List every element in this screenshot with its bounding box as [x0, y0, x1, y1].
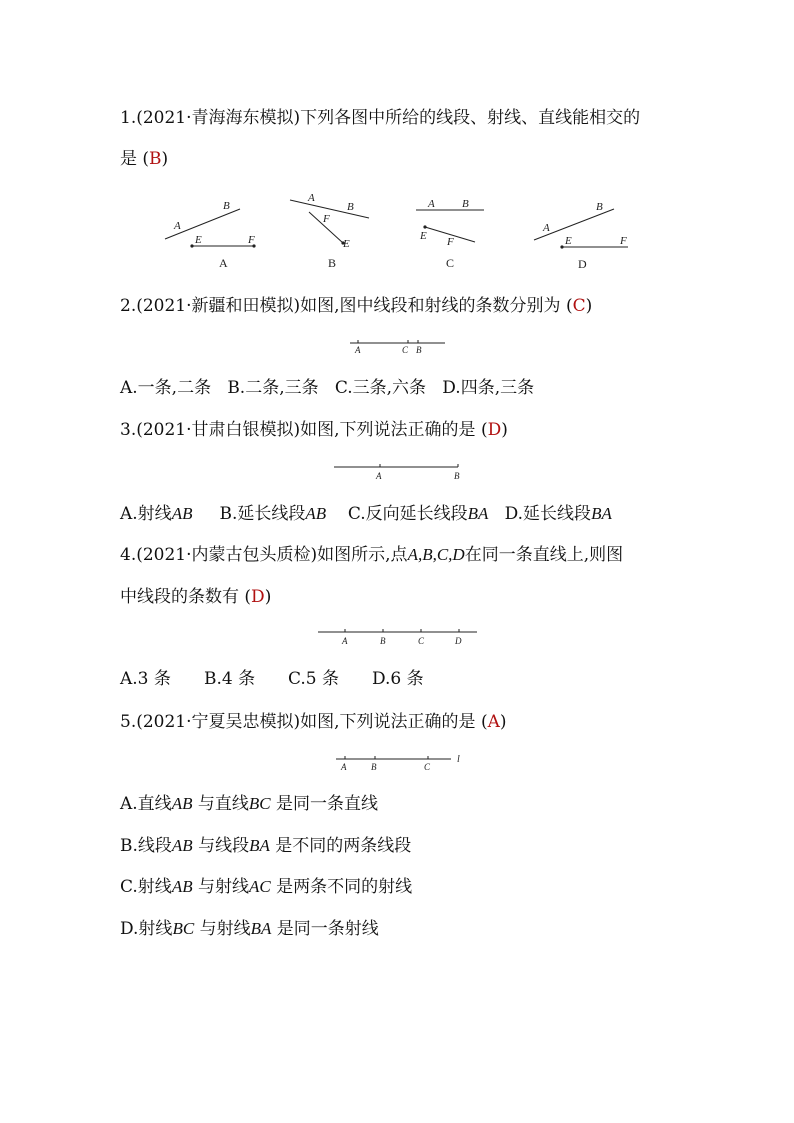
q1-stem-line2: [120, 147, 168, 171]
q1b-label-f: F: [323, 213, 330, 225]
q3-option-b-text: B.延长线段: [219, 504, 306, 524]
q1b-caption: B: [328, 256, 337, 270]
q3-option-b[interactable]: [220, 502, 327, 526]
q5-answer: A: [487, 712, 500, 732]
q3-option-d-text: D.延长线段: [504, 504, 592, 524]
q5-line-label: l: [457, 754, 460, 765]
q1d-label-a: A: [543, 222, 550, 234]
q5-opt-c-p1: C.射线: [120, 877, 172, 897]
q1-figure-b: [285, 190, 380, 275]
q4-answer: D: [251, 587, 265, 607]
q3-option-c-var: BA: [467, 504, 489, 523]
q2-option-c[interactable]: C.三条,六条: [334, 378, 427, 398]
q1a-label-b: B: [223, 200, 230, 212]
q5-opt-c-p2: 与射线: [198, 877, 249, 897]
q2-option-b[interactable]: B.二条,三条: [227, 378, 319, 398]
q4-label-d: D: [455, 636, 462, 646]
q4-option-b[interactable]: B.4 条: [204, 669, 256, 689]
q1d-label-e: E: [565, 235, 572, 247]
q4-option-a[interactable]: A.3 条: [120, 669, 171, 689]
q4-label-b: B: [380, 636, 386, 646]
q3-option-c[interactable]: [348, 502, 489, 526]
q5-stem-close: ): [499, 712, 507, 732]
q3-option-c-text: C.反向延长线段: [347, 504, 468, 524]
q3-option-d-var: BA: [591, 504, 612, 523]
q5-opt-a-p3: 是同一条直线: [276, 794, 379, 814]
q5-opt-d-p2: 与射线: [199, 919, 251, 939]
q1c-label-a: A: [428, 198, 435, 210]
q5-opt-d-v1: BC: [172, 919, 195, 938]
q4-option-d[interactable]: D.6 条: [372, 669, 424, 689]
q1-figure-a: [160, 195, 270, 275]
q1-stem-line1: [120, 106, 640, 130]
q1a-label-a: A: [174, 220, 181, 232]
q3-option-a-text: A.射线: [120, 504, 172, 524]
q3-label-a: A: [376, 471, 382, 481]
q3-stem: [120, 418, 508, 442]
q4-label-a: A: [342, 636, 348, 646]
q4-stem-vars: A,B,C,D: [407, 545, 465, 564]
q5-opt-d-v2: BA: [250, 919, 272, 938]
q4-stem-line2: [120, 585, 271, 609]
q1-figure-c: [410, 193, 500, 275]
q5-option-c[interactable]: [120, 875, 412, 899]
q1-stem-text2: 是 (: [120, 149, 150, 169]
q2-stem: [120, 294, 592, 318]
q5-stem-text: 5.(2021·宁夏吴忠模拟)如图,下列说法正确的是 (: [120, 712, 488, 732]
q1d-label-b: B: [596, 201, 603, 213]
q3-stem-text: 3.(2021·甘肃白银模拟)如图,下列说法正确的是 (: [120, 420, 488, 440]
q2-options: [120, 376, 534, 400]
q5-opt-d-p3: 是同一条射线: [276, 919, 379, 939]
q1c-label-e: E: [420, 230, 427, 242]
q1-stem-text: 1.(2021·青海海东模拟)下列各图中所给的线段、射线、直线能相交的: [120, 108, 641, 128]
q2-option-a[interactable]: A.一条,二条: [120, 378, 212, 398]
q5-figure: [333, 751, 468, 775]
q4-option-c[interactable]: C.5 条: [288, 669, 340, 689]
q3-figure: [330, 460, 465, 484]
q3-options: [120, 502, 612, 526]
q1-stem-close: ): [161, 149, 169, 169]
q5-label-c: C: [424, 762, 431, 772]
q3-option-a[interactable]: [120, 502, 192, 526]
q1c-label-f: F: [447, 236, 454, 248]
q4-options: [120, 667, 424, 691]
q4-label-c: C: [418, 636, 425, 646]
q5-opt-c-v1: AB: [171, 877, 193, 896]
q5-opt-a-p1: A.直线: [120, 794, 172, 814]
q2-stem-text: 2.(2021·新疆和田模拟)如图,图中线段和射线的条数分别为 (: [120, 296, 573, 316]
q5-opt-a-p2: 与直线: [197, 794, 249, 814]
q5-stem: [120, 710, 507, 734]
q5-label-b: B: [371, 762, 377, 772]
q2-label-c: C: [402, 345, 409, 355]
q2-option-d[interactable]: D.四条,三条: [442, 378, 535, 398]
q1c-caption: C: [446, 256, 455, 270]
q4-figure: [315, 625, 480, 649]
q4-stem-line1: [120, 543, 623, 567]
q5-label-a: A: [341, 762, 347, 772]
q1-answer: B: [149, 149, 162, 169]
q1b-label-e: E: [343, 238, 350, 250]
q5-opt-b-p2: 与线段: [198, 836, 250, 856]
q1c-label-b: B: [462, 198, 469, 210]
q2-answer: C: [572, 296, 586, 316]
q4-stem-text2: 中线段的条数有 (: [120, 587, 252, 607]
q2-label-b: B: [416, 345, 422, 355]
q5-opt-b-v1: AB: [171, 836, 193, 855]
q4-stem-close: ): [264, 587, 272, 607]
q3-answer: D: [487, 420, 502, 440]
q4-stem-text: 4.(2021·内蒙古包头质检)如图所示,点: [120, 545, 408, 565]
q5-option-b[interactable]: [120, 834, 411, 858]
q3-label-b: B: [454, 471, 460, 481]
q1-figure-d: [528, 195, 638, 275]
q5-opt-b-v2: BA: [249, 836, 270, 855]
q5-opt-d-p1: D.射线: [120, 919, 173, 939]
q1d-label-f: F: [620, 235, 627, 247]
q1b-label-a: A: [308, 192, 315, 204]
q1a-caption: A: [219, 256, 228, 270]
q1d-caption: D: [578, 257, 587, 271]
q2-label-a: A: [355, 345, 361, 355]
q5-opt-a-v2: BC: [248, 794, 271, 813]
q5-option-d[interactable]: [120, 917, 379, 941]
q3-option-b-var: AB: [305, 504, 327, 523]
q5-opt-c-v2: AC: [249, 877, 271, 896]
q5-opt-a-v1: AB: [171, 794, 193, 813]
q1a-label-e: E: [195, 234, 202, 246]
q2-stem-close: ): [585, 296, 593, 316]
q3-stem-close: ): [501, 420, 508, 440]
q1a-label-f: F: [248, 234, 255, 246]
q5-option-a[interactable]: [120, 792, 378, 816]
q1b-label-b: B: [347, 201, 354, 213]
q5-opt-b-p3: 是不同的两条线段: [275, 836, 412, 856]
q4-stem-text-b: 在同一条直线上,则图: [464, 545, 624, 565]
q3-option-a-var: AB: [171, 504, 193, 523]
q3-option-d[interactable]: [505, 502, 612, 526]
q5-opt-c-p3: 是两条不同的射线: [276, 877, 413, 897]
q5-opt-b-p1: B.线段: [120, 836, 172, 856]
q2-figure: [345, 335, 450, 359]
